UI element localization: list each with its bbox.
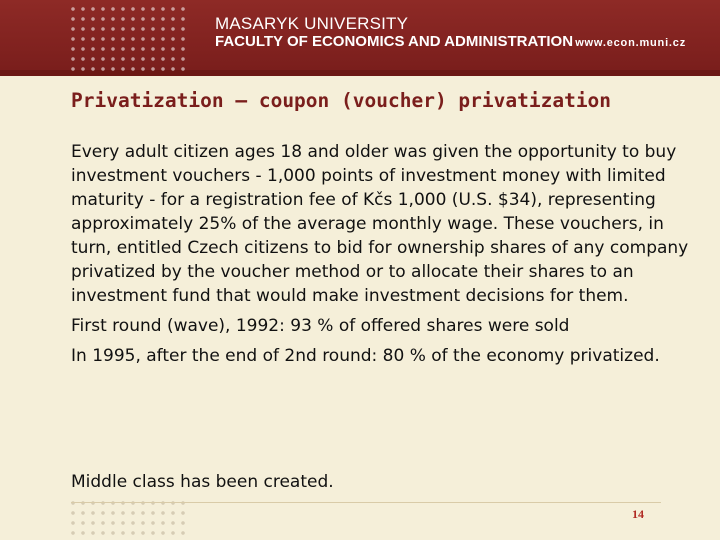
closing-statement: Middle class has been created. — [71, 472, 334, 492]
paragraph-first-round: First round (wave), 1992: 93 % of offered shares were sold — [71, 316, 570, 336]
footer-divider — [71, 502, 661, 503]
page-number: 14 — [632, 507, 644, 521]
slide-title: Privatization – coupon (voucher) privatization — [71, 89, 612, 112]
dot-pattern-decoration — [68, 4, 186, 76]
university-name: MASARYK UNIVERSITY — [215, 14, 409, 33]
dot-pattern-footer-decoration — [68, 498, 186, 540]
faculty-name: FACULTY OF ECONOMICS AND ADMINISTRATION — [215, 33, 574, 50]
paragraph-second-round: In 1995, after the end of 2nd round: 80 % of the economy privatized. — [71, 346, 660, 366]
paragraph-vouchers: Every adult citizen ages 18 and older was given the opportunity to buy investment vouchers - 1,000 points of investment money with limited maturity - for a registration fee of Kčs 1,000 (U.S. $34), representing approximately 25% of the average monthly wage. These vouchers, in turn, entitled Czech citizens to bid for ownership shares of any company privatized by the voucher method or to allocate their shares to an investment fund that would make investment decisions for them. — [71, 142, 689, 306]
website-url: www.econ.muni.cz — [575, 37, 686, 49]
slide-body — [71, 140, 691, 374]
